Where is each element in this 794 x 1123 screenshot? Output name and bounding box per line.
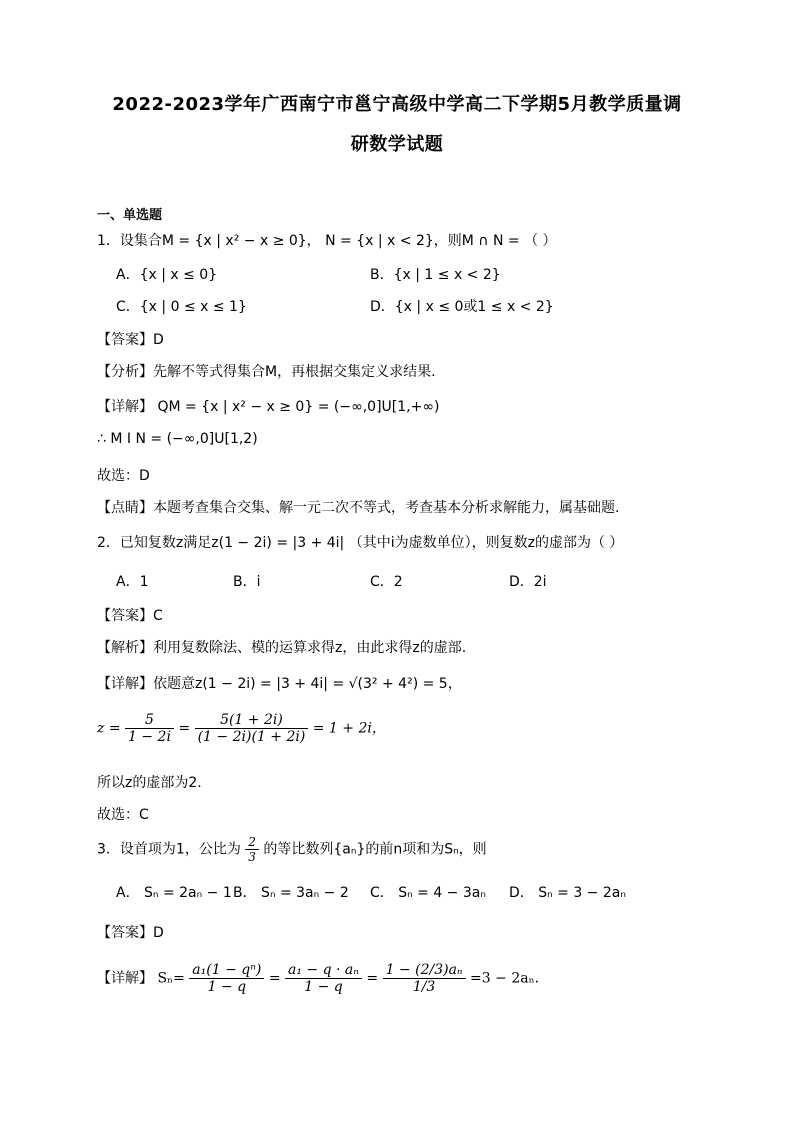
- q2-analysis: 【解析】利用复数除法、模的运算求得z，由此求得z的虚部.: [97, 640, 467, 656]
- fraction-5-over: [125, 712, 174, 745]
- denominator: 1 − q: [207, 979, 247, 995]
- alt-formula-fraction: [285, 962, 362, 995]
- q1-detail-line2: ∴ M I N = (−∞,0]U[1,2): [97, 431, 258, 447]
- document-title-line2: 研数学试题: [350, 134, 444, 155]
- numerator: a₁(1 − qⁿ): [189, 962, 264, 979]
- q2-answer: 【答案】C: [97, 608, 163, 624]
- numerator: a₁ − q · aₙ: [285, 962, 362, 979]
- numerator: 1 − (2/3)aₙ: [383, 962, 466, 979]
- q1-stem: 1．设集合M = {x | x² − x ≥ 0}， N = {x | x < 2}，则M ∩ N = （ ）: [97, 233, 557, 249]
- q2-option-b: B．i: [233, 574, 261, 590]
- q1-choose: 故选：D: [97, 468, 150, 484]
- numerator: 5: [125, 712, 174, 729]
- q1-detail-line1: 【详解】 QM = {x | x² − x ≥ 0} = (−∞,0]U[1,+∞): [97, 399, 440, 415]
- substituted-fraction: [383, 962, 466, 995]
- denominator: 1 − 2i: [128, 729, 171, 745]
- q1-answer: 【答案】D: [97, 332, 164, 348]
- numerator: 5(1 + 2i): [195, 712, 309, 729]
- q3-stem-part2: 的等比数列{aₙ}的前n项和为Sₙ，则: [263, 841, 487, 858]
- denominator: (1 − 2i)(1 + 2i): [197, 729, 306, 745]
- fraction-rationalized: [195, 712, 309, 745]
- q3-answer: 【答案】D: [97, 925, 164, 941]
- q3-option-d: D． Sₙ = 3 − 2aₙ: [509, 885, 626, 901]
- document-title-line1: 2022-2023学年广西南宁市邕宁高级中学高二下学期5月教学质量调: [112, 94, 682, 115]
- z-rhs: = 1 + 2i，: [312, 720, 386, 737]
- q2-detail-line2: z = $\frac{5}{1 - 2i}$ = $\frac{5(1 + 2i)}{(1 - 2i)(1 + 2i)}$ = 1 + 2i，: [97, 712, 386, 745]
- ratio-fraction: [245, 835, 259, 864]
- z-lhs: z =: [97, 720, 121, 737]
- q3-detail: 【详解】 Sₙ= $\frac{\text{a₁(1 − qⁿ)}}{1 - q}$ = $\frac{\text{a₁ − q · aₙ}}{1 - q}$ = $\frac{\text{1 − (2/3)aₙ}}{1/3}$ =3 − 2aₙ.: [97, 962, 540, 995]
- detail-tag: 【详解】: [97, 970, 153, 987]
- numerator: 2: [245, 835, 259, 850]
- denominator: 1/3: [412, 979, 436, 995]
- q1-option-d: D．{x | x ≤ 0或1 ≤ x < 2}: [370, 299, 554, 315]
- section-heading: 一、单选题: [97, 208, 163, 223]
- q3-stem-part1: 3．设首项为1，公比为: [97, 841, 241, 858]
- q2-choose: 故选：C: [97, 807, 149, 823]
- denominator: 3: [248, 850, 256, 864]
- q3-option-a: A． Sₙ = 2aₙ − 1: [116, 885, 232, 901]
- q2-option-d: D．2i: [509, 574, 547, 590]
- q2-detail-line1: 【详解】依题意z(1 − 2i) = |3 + 4i| = √(3² + 4²) = 5，: [97, 676, 462, 692]
- q3-option-b: B． Sₙ = 3aₙ − 2: [233, 885, 349, 901]
- denominator: 1 − q: [304, 979, 343, 995]
- q1-option-b: B．{x | 1 ≤ x < 2}: [370, 267, 501, 283]
- q2-option-a: A．1: [116, 574, 149, 590]
- q3-option-c: C． Sₙ = 4 − 3aₙ: [370, 885, 486, 901]
- q1-option-a: A．{x | x ≤ 0}: [116, 267, 218, 283]
- q2-detail-line3: 所以z的虚部为2.: [97, 775, 202, 791]
- q1-comment: 【点睛】本题考查集合交集、解一元二次不等式，考查基本分析求解能力，属基础题.: [97, 500, 620, 516]
- sum-symbol: Sₙ=: [157, 970, 185, 987]
- q3-stem: [97, 835, 487, 864]
- q2-option-c: C．2: [370, 574, 403, 590]
- q1-option-c: C．{x | 0 ≤ x ≤ 1}: [116, 299, 247, 315]
- sum-formula-fraction: [189, 962, 264, 995]
- q1-analysis: 【分析】先解不等式得集合M，再根据交集定义求结果.: [97, 364, 436, 380]
- result: =3 − 2aₙ.: [470, 970, 540, 987]
- q2-stem: 2．已知复数z满足z(1 − 2i) = |3 + 4i| （其中i为虚数单位），则复数z的虚部为（ ）: [97, 535, 624, 551]
